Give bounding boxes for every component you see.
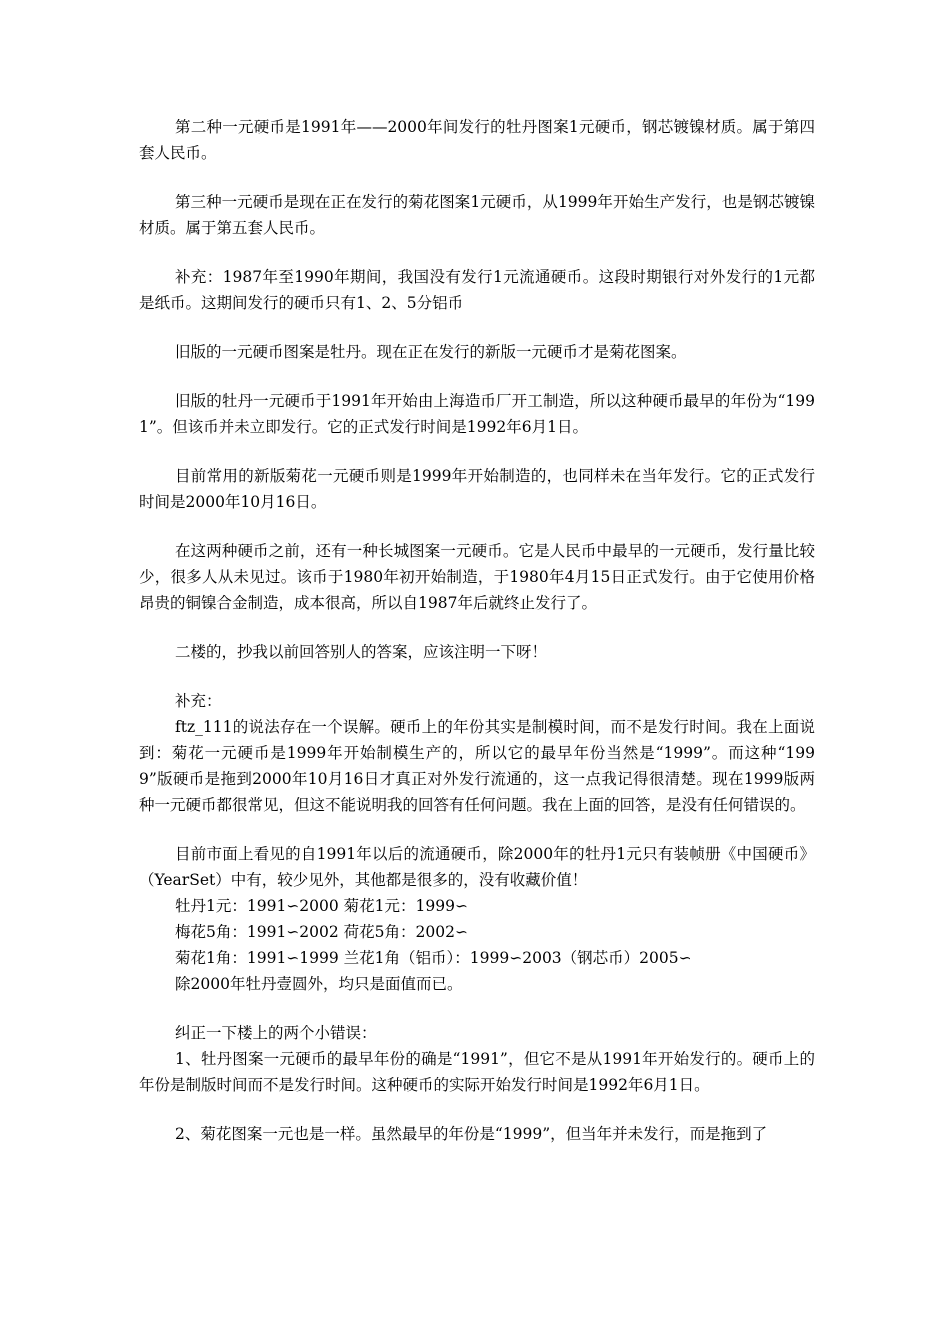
paragraph-gap [139,1098,815,1121]
paragraph-chrysanthemum-1999: 目前常用的新版菊花一元硬币则是1999年开始制造的，也同样未在当年发行。它的正式发行时间是2000年10月16日。 [139,467,815,511]
market-line: 牡丹1元：1991∽2000 菊花1元：1999∽ [175,897,468,915]
paragraph-great-wall-coin: 在这两种硬币之前，还有一种长城图案一元硬币。它是人民币中最早的一元硬币，发行量比较少，很多人从未见过。该币于1980年初开始制造，于1980年4月15日正式发行。由于它使用价格昂贵的铜镍合金制造，成本很高，所以自1987年后就终止发行了。 [139,542,815,612]
paragraph-chrysanthemum-coin: 第三种一元硬币是现在正在发行的菊花图案1元硬币，从1999年开始生产发行，也是钢芯镀镍材质。属于第五套人民币。 [139,193,815,237]
paragraph-gap [139,241,815,264]
document-body [139,114,815,1147]
paragraph-gap [139,616,815,639]
paragraph-gap [139,665,815,688]
market-line: 梅花5角：1991∽2002 荷花5角：2002∽ [175,923,468,941]
paragraph-gap [139,818,815,841]
correction-item: 2、菊花图案一元也是一样。虽然最早的年份是“1999”，但当年并未发行，而是拖到了 [175,1125,768,1143]
correction-item: 1、牡丹图案一元硬币的最早年份的确是“1991”，但它不是从1991年开始发行的。硬币上的年份是制版时间而不是发行时间。这种硬币的实际开始发行时间是1992年6月1日。 [139,1050,815,1094]
paragraph-gap [139,166,815,189]
supplement-heading: 补充： [175,692,222,710]
paragraph-gap [139,515,815,538]
paragraph-gap [139,365,815,388]
paragraph-gap [139,316,815,339]
paragraph-old-version: 旧版的一元硬币图案是牡丹。现在正在发行的新版一元硬币才是菊花图案。 [175,343,687,361]
paragraph-second-floor: 二楼的，抄我以前回答别人的答案，应该注明一下呀！ [175,643,548,661]
paragraph-gap [139,997,815,1020]
supplement-body: ftz_111的说法存在一个误解。硬币上的年份其实是制模时间，而不是发行时间。我在上面说到：菊花一元硬币是1999年开始制模生产的，所以它的最早年份当然是“1999”。而这种“1999”版硬币是拖到2000年10月16日才真正对外发行流通的，这一点我记得很清楚。现在1999版两种一元硬币都很常见，但这不能说明我的回答有任何问题。我在上面的回答，是没有任何错误的。 [139,718,815,814]
market-intro: 目前市面上看见的自1991年以后的流通硬币，除2000年的牡丹1元只有装帧册《中国硬币》（YearSet）中有，较少见外，其他都是很多的，没有收藏价值！ [139,845,815,889]
paragraph-supplement-1987: 补充：1987年至1990年期间，我国没有发行1元流通硬币。这段时期银行对外发行的1元都是纸币。这期间发行的硬币只有1、2、5分铝币 [139,268,815,312]
corrections-heading: 纠正一下楼上的两个小错误： [175,1024,377,1042]
market-line: 除2000年牡丹壹圆外，均只是面值而已。 [175,975,463,993]
paragraph-peony-coin: 第二种一元硬币是1991年——2000年间发行的牡丹图案1元硬币，钢芯镀镍材质。属于第四套人民币。 [139,118,815,162]
market-line: 菊花1角：1991∽1999 兰花1角（铝币）：1999∽2003（钢芯币）2005∽ [175,949,692,967]
paragraph-gap [139,440,815,463]
paragraph-peony-1991: 旧版的牡丹一元硬币于1991年开始由上海造币厂开工制造，所以这种硬币最早的年份为“1991”。但该币并未立即发行。它的正式发行时间是1992年6月1日。 [139,392,815,436]
